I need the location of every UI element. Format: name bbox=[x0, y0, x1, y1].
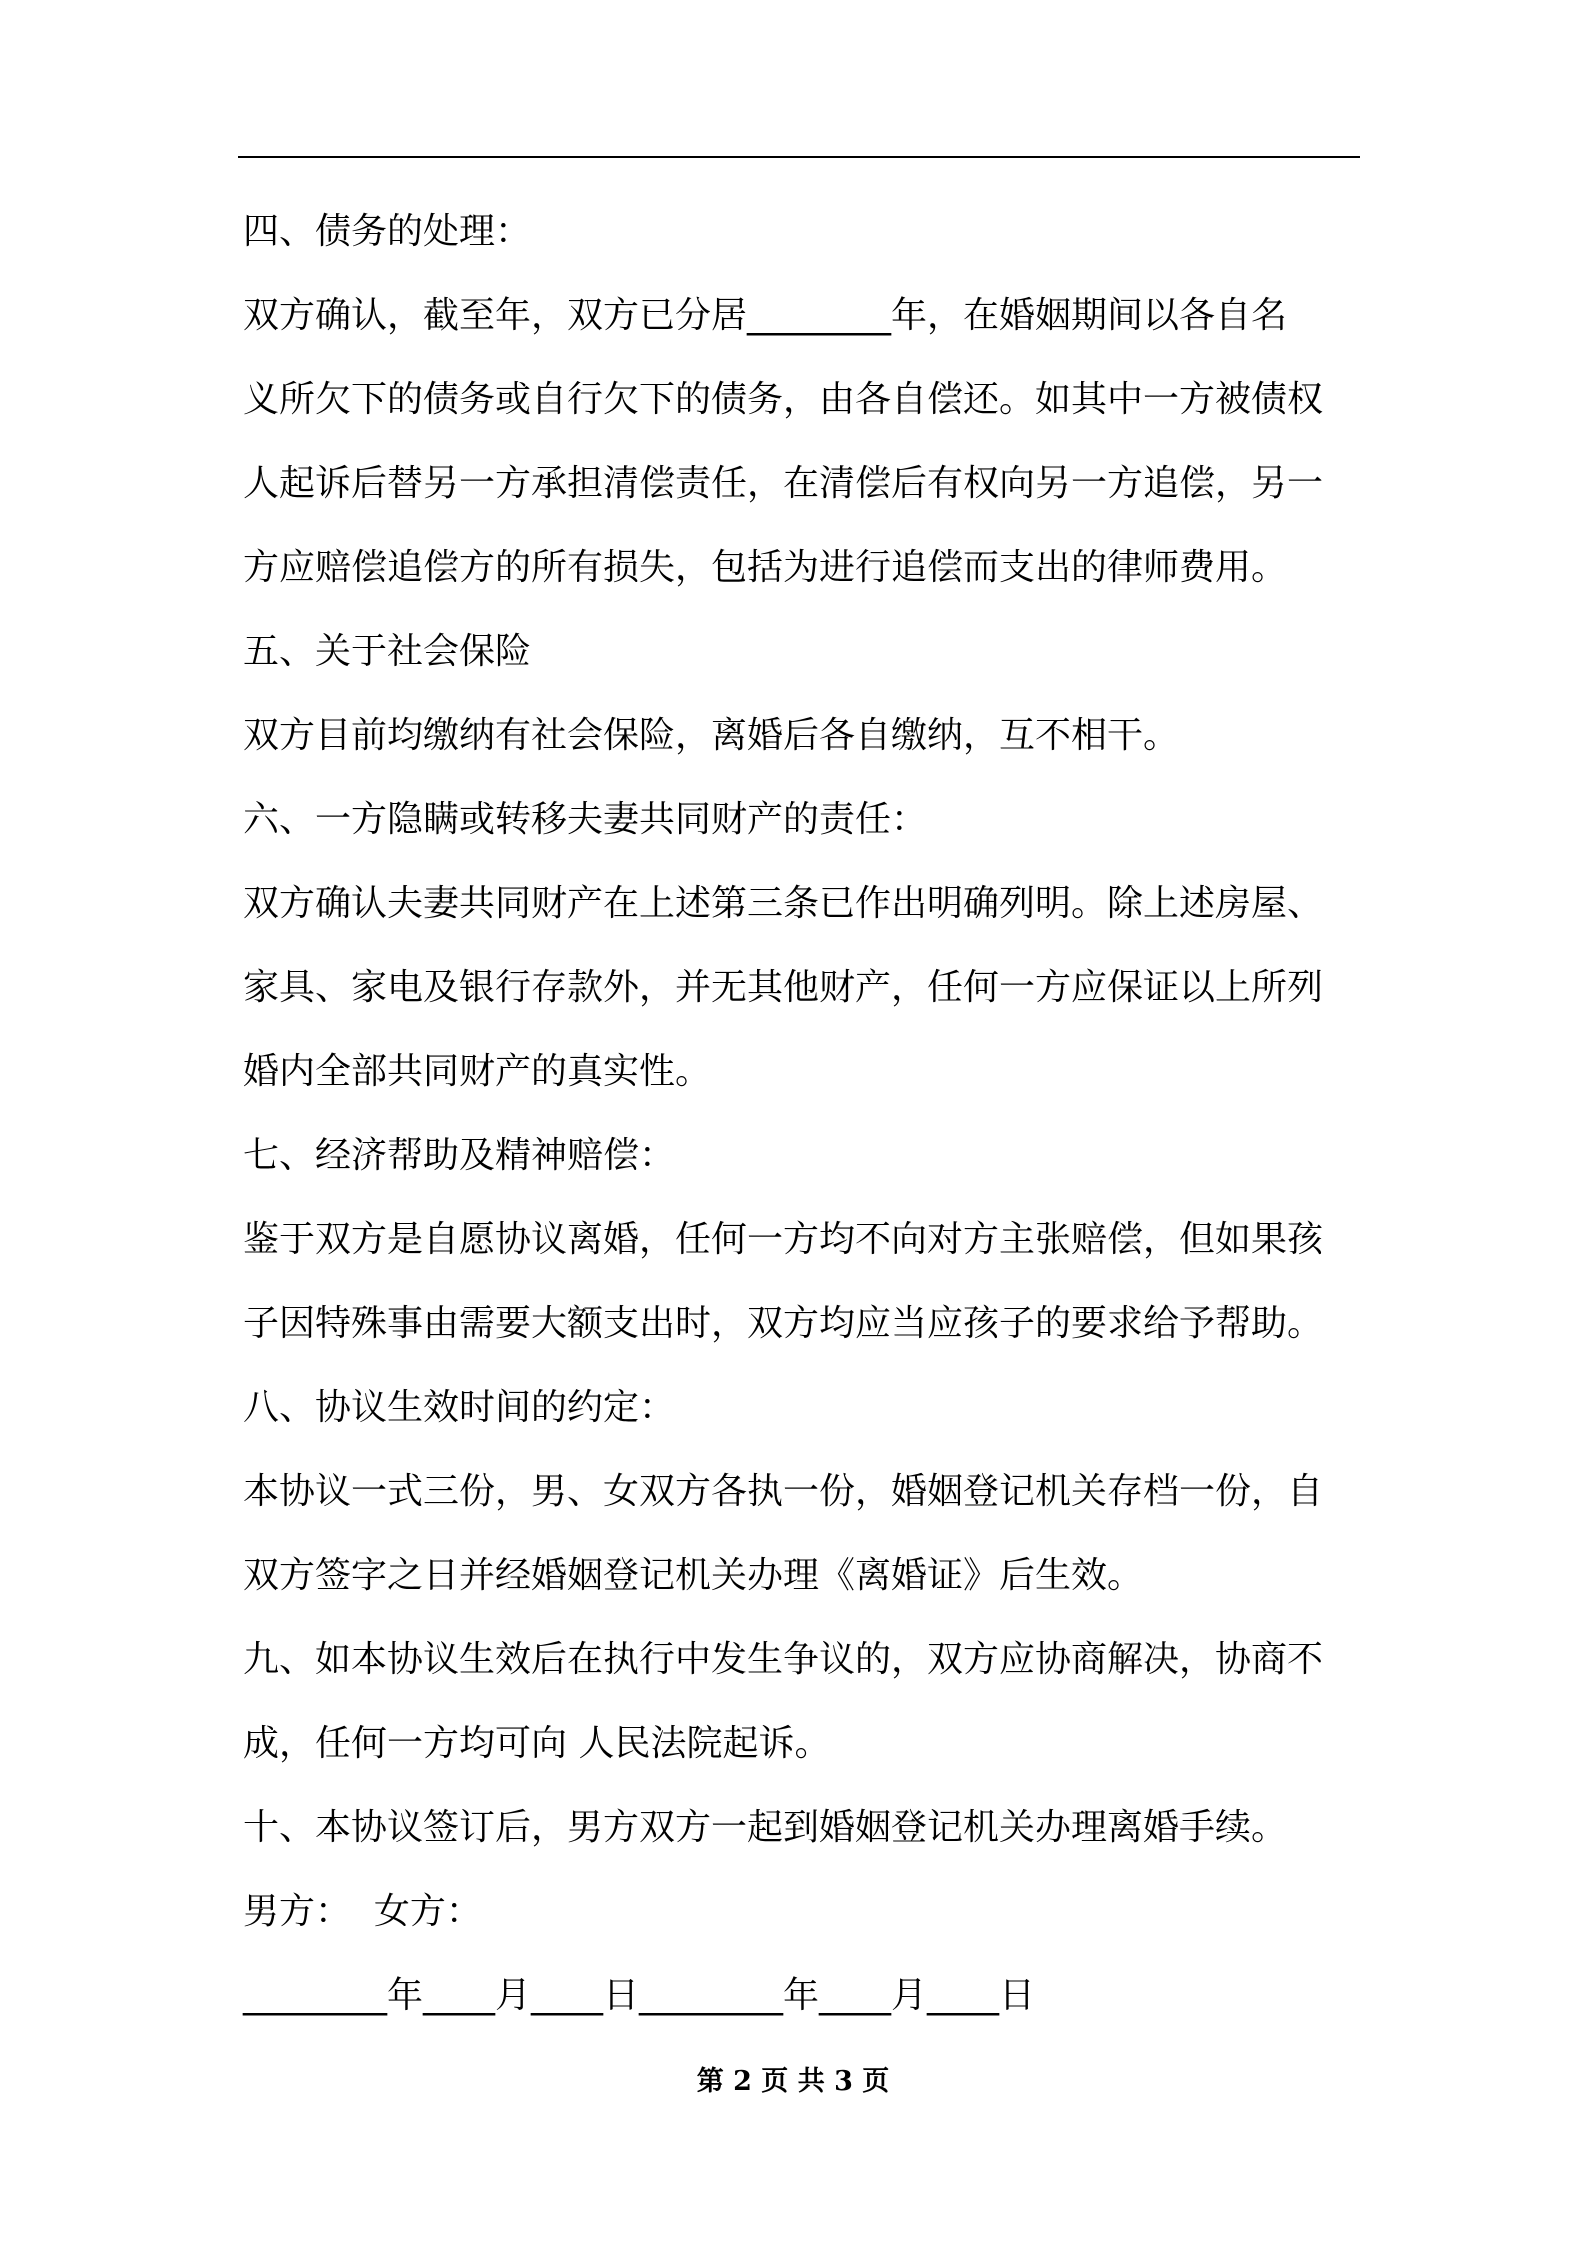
section-heading-effective-time: 八、协议生效时间的约定： bbox=[243, 1387, 676, 1428]
page-number-footer: 第 2 页 共 3 页 bbox=[696, 2066, 890, 2097]
section-heading-concealment: 六、一方隐瞒或转移夫妻共同财产的责任： bbox=[243, 799, 928, 840]
section-heading-procedure: 十、本协议签订后，男方双方一起到婚姻登记机关办理离婚手续。 bbox=[243, 1807, 1288, 1848]
paragraph-line: 双方目前均缴纳有社会保险，离婚后各自缴纳，互不相干。 bbox=[243, 715, 1180, 756]
signature-labels: 男方： 女方： bbox=[243, 1891, 482, 1932]
paragraph-line: 双方确认，截至年，双方已分居________年，在婚姻期间以各自名 bbox=[243, 295, 1288, 336]
paragraph-line: 婚内全部共同财产的真实性。 bbox=[243, 1051, 712, 1092]
paragraph-line: 子因特殊事由需要大额支出时，双方均应当应孩子的要求给予帮助。 bbox=[243, 1303, 1324, 1344]
signature-date-line: ________年____月____日________年____月____日 bbox=[243, 1975, 1035, 2016]
paragraph-line: 成，任何一方均可向 人民法院起诉。 bbox=[243, 1723, 831, 1764]
header-rule bbox=[238, 156, 1360, 158]
paragraph-line: 义所欠下的债务或自行欠下的债务，由各自偿还。如其中一方被债权 bbox=[243, 379, 1324, 420]
section-heading-social-insurance: 五、关于社会保险 bbox=[243, 631, 532, 672]
section-heading-disputes: 九、如本协议生效后在执行中发生争议的，双方应协商解决，协商不 bbox=[243, 1639, 1324, 1680]
paragraph-line: 双方确认夫妻共同财产在上述第三条已作出明确列明。除上述房屋、 bbox=[243, 883, 1324, 924]
paragraph-line: 双方签字之日并经婚姻登记机关办理《离婚证》后生效。 bbox=[243, 1555, 1144, 1596]
paragraph-line: 方应赔偿追偿方的所有损失，包括为进行追偿而支出的律师费用。 bbox=[243, 547, 1288, 588]
document-body bbox=[243, 190, 1363, 2038]
paragraph-line: 本协议一式三份，男、女双方各执一份，婚姻登记机关存档一份，自 bbox=[243, 1471, 1324, 1512]
section-heading-debts: 四、债务的处理： bbox=[243, 211, 532, 252]
paragraph-line: 鉴于双方是自愿协议离婚，任何一方均不向对方主张赔偿，但如果孩 bbox=[243, 1219, 1324, 1260]
paragraph-line: 家具、家电及银行存款外，并无其他财产，任何一方应保证以上所列 bbox=[243, 967, 1324, 1008]
section-heading-compensation: 七、经济帮助及精神赔偿： bbox=[243, 1135, 676, 1176]
paragraph-line: 人起诉后替另一方承担清偿责任，在清偿后有权向另一方追偿，另一 bbox=[243, 463, 1324, 504]
